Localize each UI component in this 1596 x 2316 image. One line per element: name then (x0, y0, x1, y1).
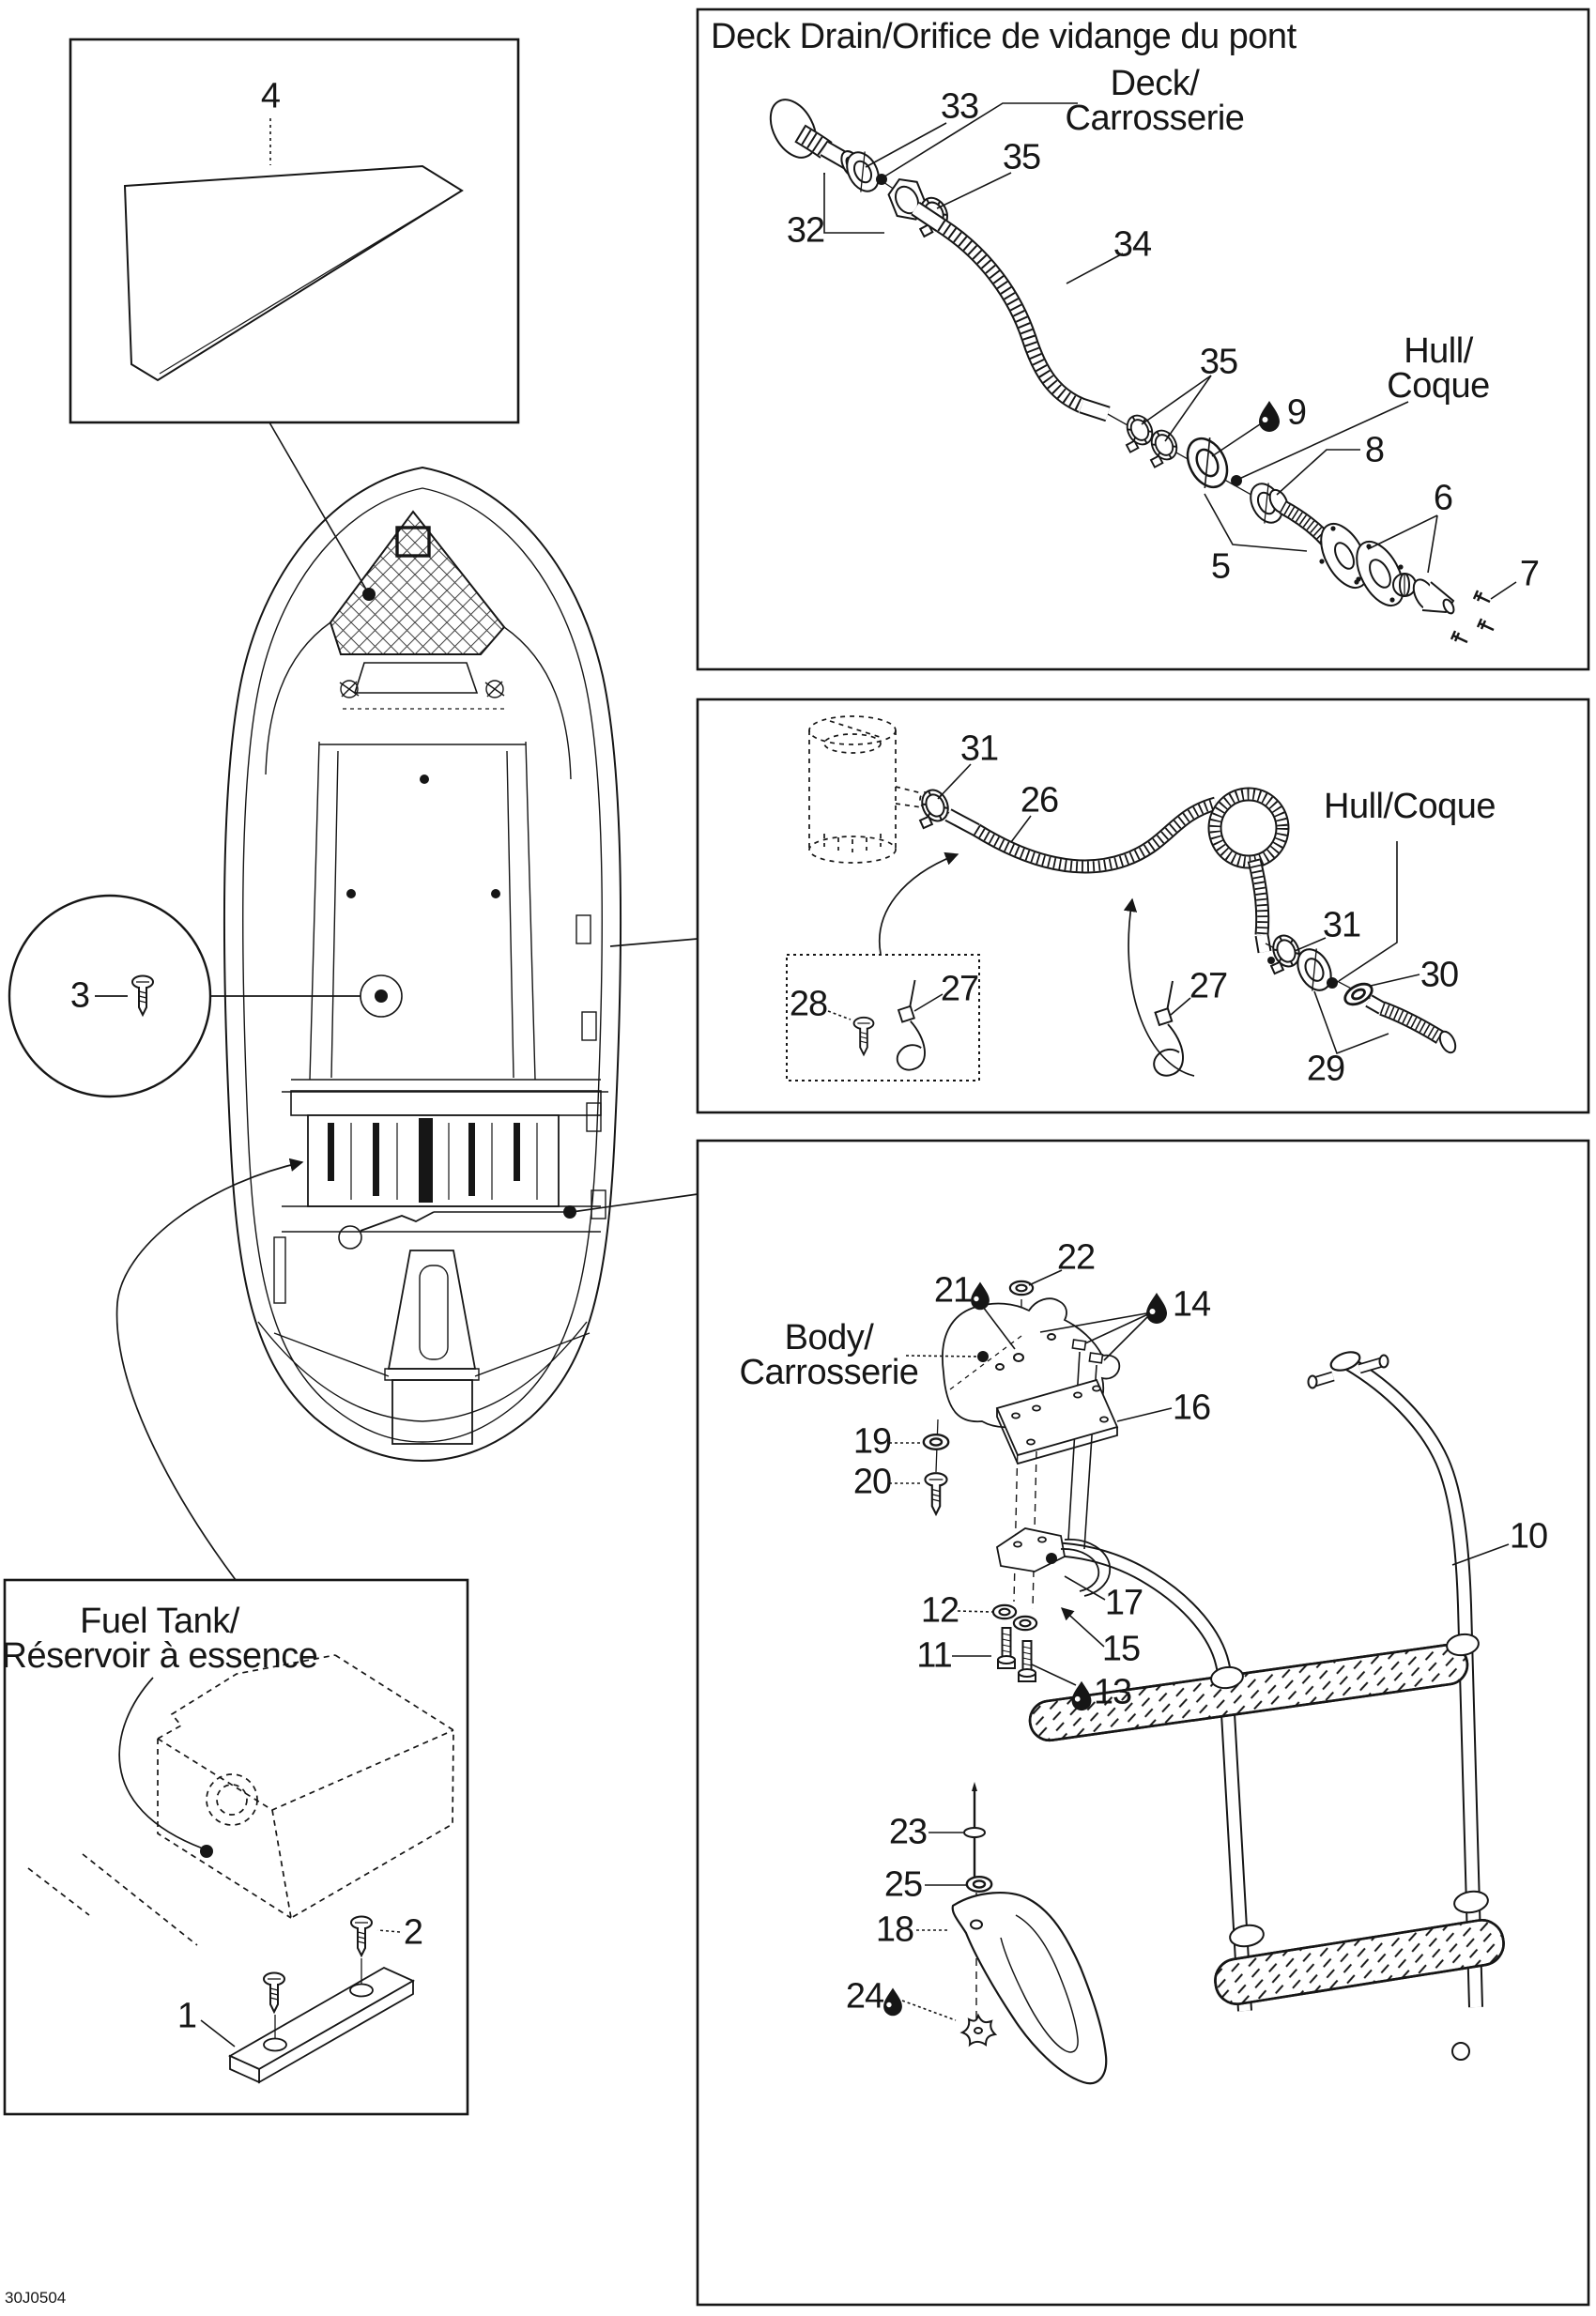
hull-location-label-mid: Hull/Coque (1324, 787, 1496, 826)
bilge-hose-26 (948, 794, 1282, 952)
drain-hose-34 (915, 208, 1108, 414)
part-label-31a: 31 (959, 729, 999, 769)
part-label-6: 6 (1433, 478, 1453, 518)
outlet-cone-6 (1409, 575, 1456, 615)
leader-mat-to-boat (269, 422, 369, 594)
screw-20 (925, 1473, 946, 1514)
sealant-drop-24-icon (883, 1988, 902, 2017)
nut-22 (1010, 1281, 1033, 1295)
part-label-27a: 27 (940, 969, 979, 1009)
part-label-8: 8 (1364, 430, 1385, 470)
part-label-13: 13 (1093, 1672, 1132, 1712)
engine-grille (308, 1115, 559, 1206)
part-label-15: 15 (1101, 1629, 1141, 1669)
well-nut-24 (962, 2016, 995, 2045)
part-label-11: 11 (916, 1635, 952, 1676)
bilge-assembly (809, 716, 1459, 1076)
document-code: 30J0504 (5, 2289, 67, 2307)
sealant-drop-14-icon (1146, 1293, 1167, 1324)
washer-12a (993, 1605, 1016, 1618)
cable-tie-27a (898, 980, 925, 1070)
deck-location-label: Deck/ Carrosserie (1065, 64, 1245, 138)
screw-7c (1451, 631, 1467, 642)
mat-part-4 (125, 118, 462, 380)
sealant-drop-9-icon (1259, 401, 1280, 432)
callout-circle-3 (9, 896, 361, 1097)
screw-28 (854, 1018, 874, 1054)
part-label-31b: 31 (1322, 905, 1361, 945)
fuel-tank-ghost (28, 1655, 453, 1945)
deck-drain-title: Deck Drain/Orifice de vidange du pont (711, 17, 1297, 56)
cross-view-leaders (117, 939, 698, 1580)
screw-3-icon (132, 976, 153, 1016)
part-label-5: 5 (1210, 546, 1231, 587)
valve-ball-6 (1393, 574, 1416, 596)
body-location-label: Body/ Carrosserie (739, 1318, 919, 1392)
step-pad-18 (953, 1893, 1107, 2083)
part-label-10: 10 (1509, 1516, 1548, 1557)
part-label-33: 33 (940, 86, 979, 127)
part-label-26: 26 (1020, 780, 1059, 821)
seal-ring-9 (1180, 432, 1235, 494)
part-label-30: 30 (1420, 955, 1459, 995)
part-label-35a: 35 (1002, 137, 1041, 177)
part-label-22: 22 (1056, 1237, 1096, 1278)
hull-location-label-top: Hull/ Coque (1387, 331, 1490, 406)
boat-top-view (224, 468, 621, 1461)
fuel-tank-label: Fuel Tank/ Réservoir à essence (1, 1602, 318, 1676)
screw-2 (351, 1917, 372, 1956)
part-label-19: 19 (852, 1421, 892, 1462)
part-label-35b: 35 (1199, 342, 1238, 382)
part-label-27b: 27 (1189, 966, 1228, 1006)
part-label-21: 21 (933, 1270, 973, 1311)
washer-19 (924, 1434, 948, 1449)
part-label-16: 16 (1172, 1388, 1211, 1428)
part-label-2: 2 (403, 1912, 423, 1953)
part-label-20: 20 (852, 1462, 892, 1502)
washer-25 (967, 1877, 991, 1892)
part-label-4: 4 (260, 76, 281, 116)
part-label-32: 32 (786, 210, 825, 251)
screw-7b (1478, 619, 1494, 630)
sealant-drop-13-icon (1072, 1681, 1092, 1710)
part-label-1: 1 (176, 1996, 197, 2036)
part-label-9: 9 (1286, 392, 1307, 433)
part-label-18: 18 (875, 1910, 914, 1950)
part-label-28: 28 (789, 984, 828, 1024)
bolt-11a (998, 1628, 1015, 1668)
part-label-29: 29 (1306, 1049, 1345, 1089)
mount-strip-1 (230, 1968, 413, 2082)
screw-1a (264, 1973, 284, 2013)
fuel-tank-assembly (28, 1655, 453, 2082)
screw-7a (1474, 591, 1490, 602)
part-label-34: 34 (1113, 224, 1152, 265)
washer-12b (1014, 1617, 1036, 1630)
part-label-23: 23 (888, 1812, 928, 1852)
part-label-24: 24 (845, 1976, 884, 2017)
sealant-drop-21-icon (971, 1282, 990, 1311)
bolt-11b (1019, 1641, 1036, 1681)
part-label-3: 3 (69, 975, 90, 1016)
bow-mat (330, 512, 504, 654)
fitting-29 (1369, 1001, 1459, 1055)
bilge-pump-ghost (809, 716, 929, 863)
part-label-12: 12 (920, 1590, 959, 1631)
step-pad-hardware (953, 1782, 1107, 2083)
part-label-25: 25 (883, 1864, 923, 1905)
part-label-17: 17 (1104, 1583, 1143, 1623)
part-label-14: 14 (1172, 1284, 1211, 1325)
part-label-7: 7 (1519, 554, 1540, 594)
